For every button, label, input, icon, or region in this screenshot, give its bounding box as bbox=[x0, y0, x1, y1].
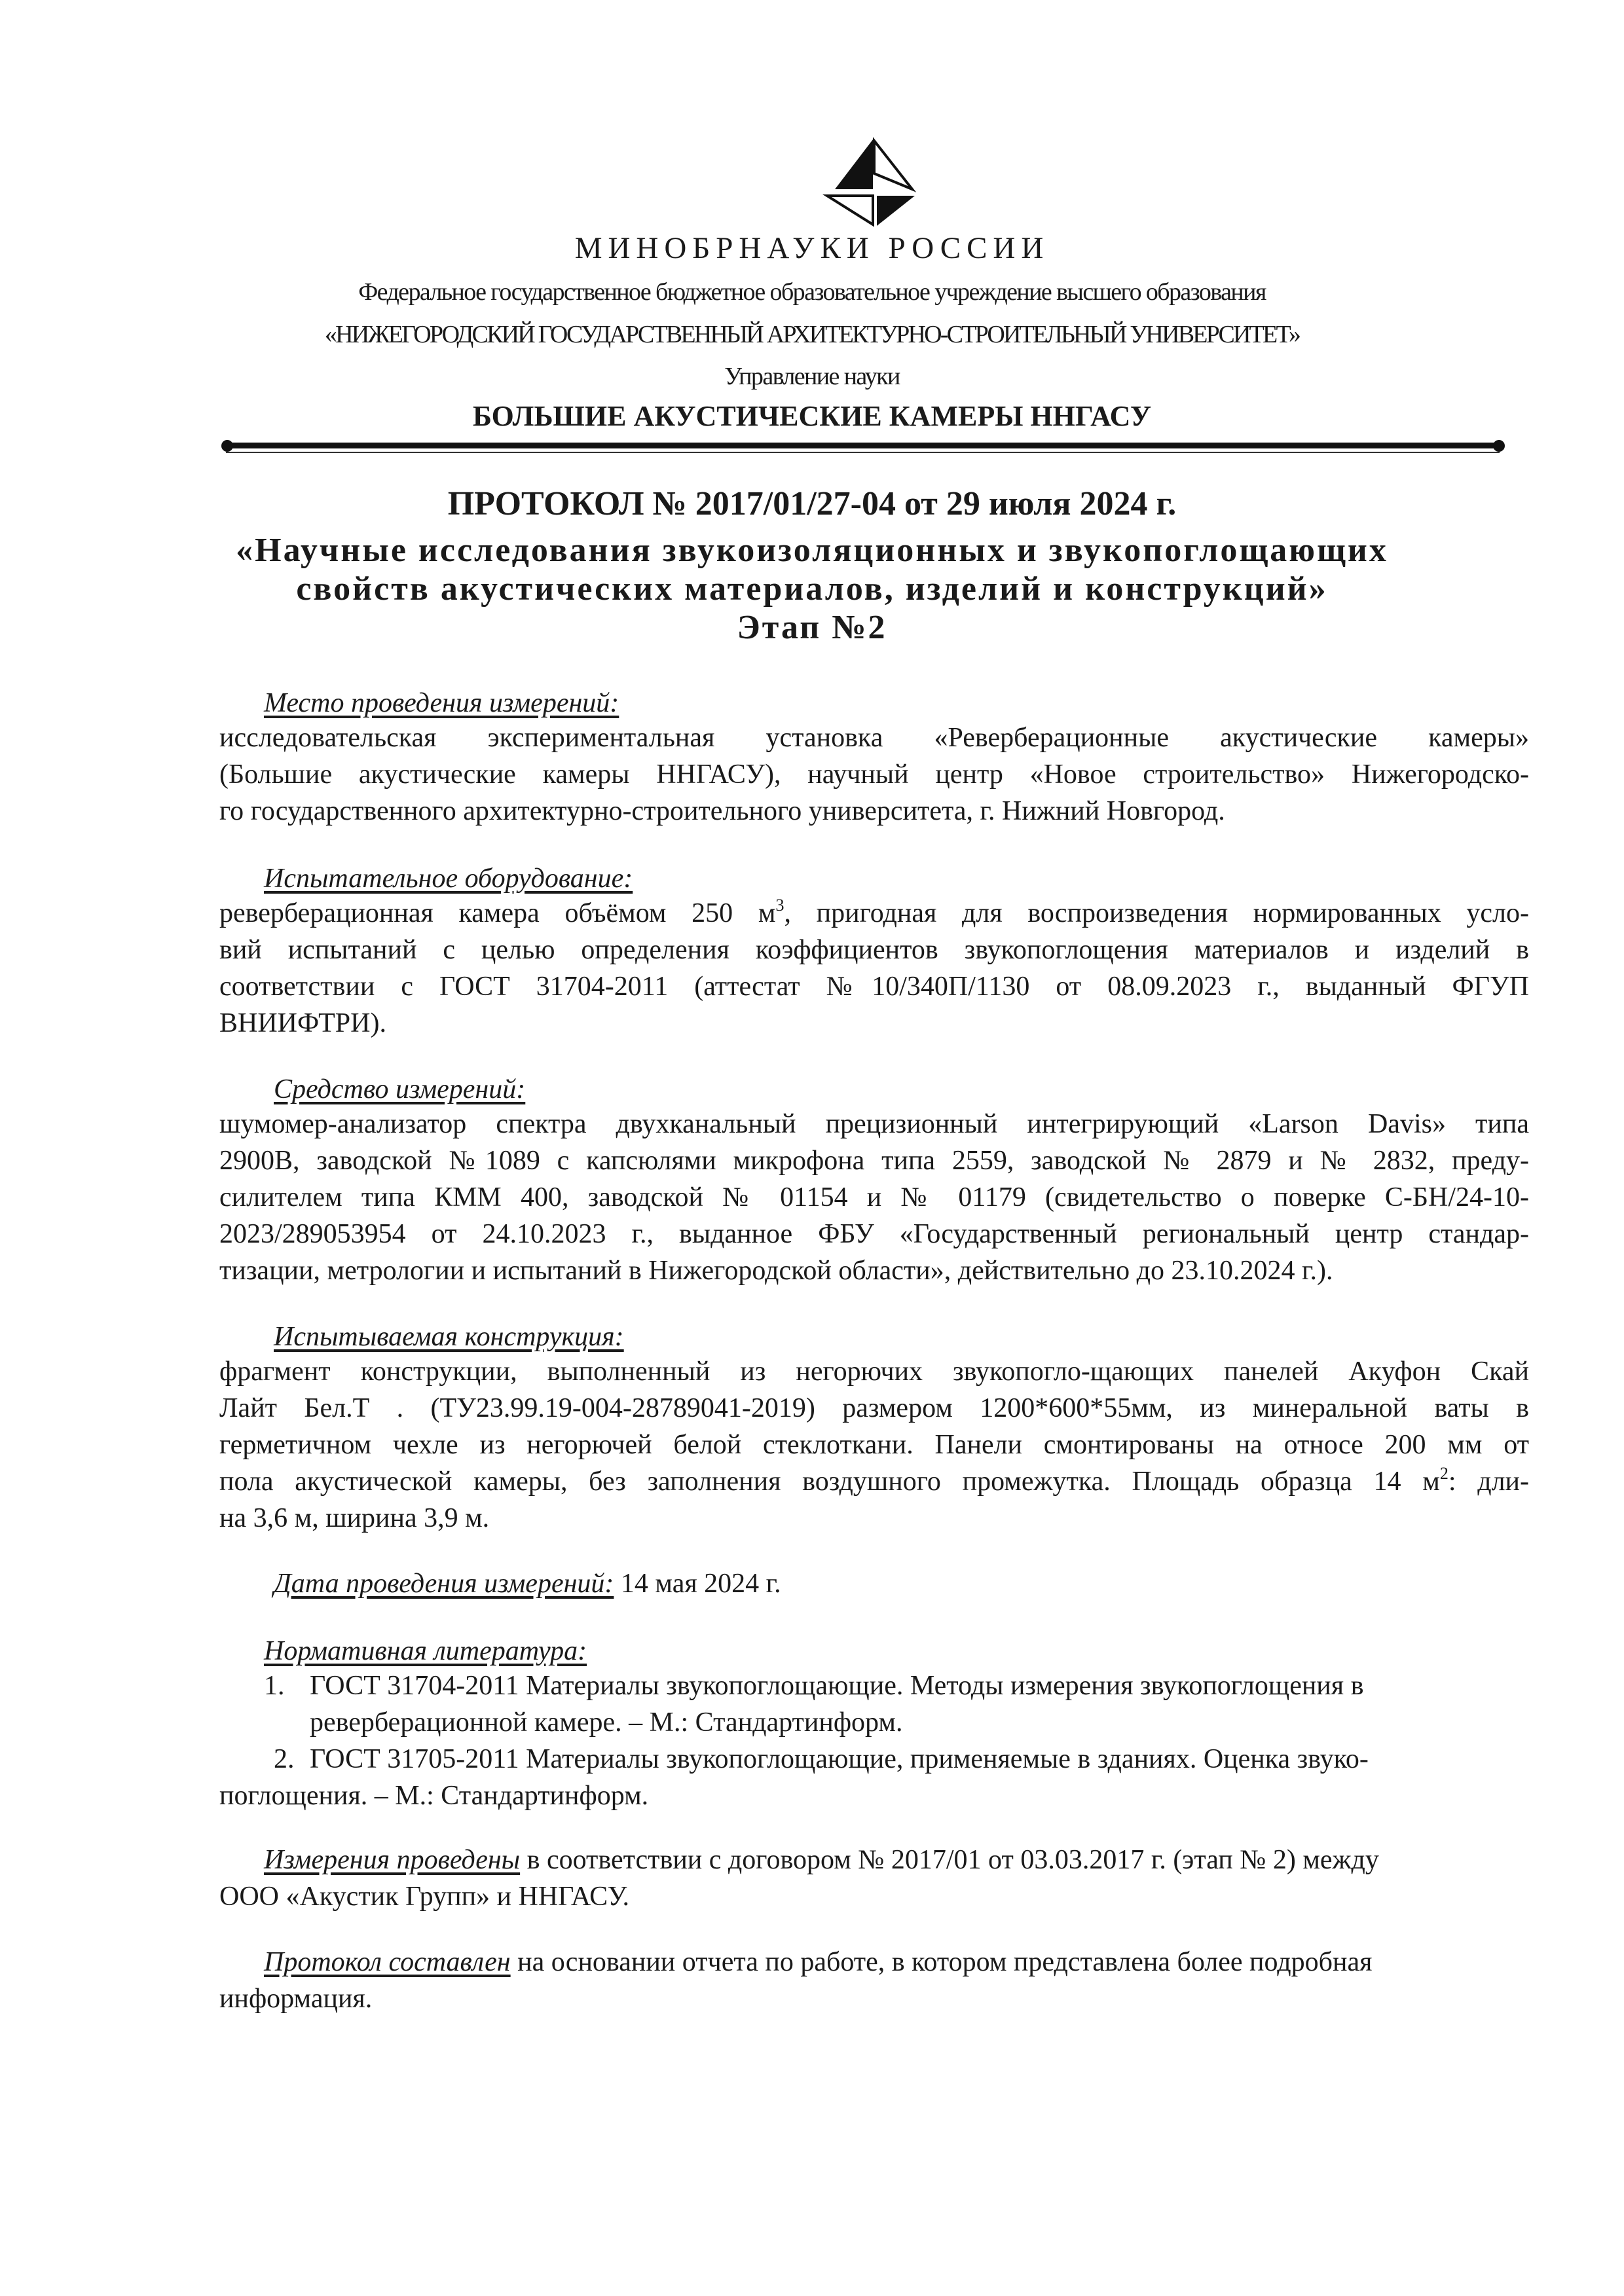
research-title-line-1: «Научные исследования звукоизоляционных и звукопоглощающих bbox=[236, 532, 1388, 569]
literature-item bbox=[264, 1672, 1529, 1700]
header-divider-thick bbox=[226, 443, 1500, 448]
construction-label: Испытываемая конструкция: bbox=[274, 1322, 624, 1352]
instrument-text-line: 2023/289053954 от 24.10.2023 г., выданное ФБУ «Государственный региональный центр стандар- bbox=[219, 1219, 1529, 1249]
literature-item-continuation: реверберационной камере. – М.: Стандартинформ. bbox=[310, 1707, 903, 1738]
construction-text-line: герметичном чехле из негорючей белой стеклоткани. Панели смонтированы на относе 200 мм от bbox=[219, 1430, 1529, 1460]
research-title-line-2: свойств акустических материалов, изделий и конструкций» bbox=[296, 570, 1328, 608]
construction-text-line bbox=[219, 1464, 1529, 1497]
measurement-date-line bbox=[274, 1570, 781, 1597]
divider-end-dot bbox=[221, 440, 233, 452]
ministry-name: МИНОБРНАУКИ РОССИИ bbox=[574, 231, 1050, 265]
literature-item-continuation: поглощения. – М.: Стандартинформ. bbox=[219, 1781, 649, 1811]
protocol-number-title: ПРОТОКОЛ № 2017/01/27-04 от 29 июля 2024 г. bbox=[447, 485, 1177, 522]
superscript: 3 bbox=[775, 896, 784, 915]
literature-text: ГОСТ 31704-2011 Материалы звукопоглощающие. Методы измерения звукопоглощения в bbox=[310, 1671, 1364, 1701]
divider-end-dot bbox=[1493, 440, 1505, 452]
contract-text-line: ООО «Акустик Групп» и ННГАСУ. bbox=[219, 1882, 629, 1912]
stage-title: Этап №2 bbox=[737, 609, 887, 646]
instrument-text-line: тизации, метрологии и испытаний в Нижегородской области», действительно до 23.10.2024 г.). bbox=[219, 1256, 1333, 1286]
protocol-text-line: информация. bbox=[219, 1984, 373, 2014]
contract-text: в соответствии с договором № 2017/01 от 03.03.2017 г. (этап № 2) между bbox=[520, 1845, 1379, 1875]
place-text-line: го государственного архитектурно-строительного университета, г. Нижний Новгород. bbox=[219, 796, 1225, 826]
equipment-text-line bbox=[219, 896, 1529, 928]
instrument-label: Средство измерений: bbox=[274, 1074, 526, 1104]
list-number: 2. bbox=[274, 1744, 295, 1774]
literature-item bbox=[274, 1745, 1529, 1773]
instrument-text-line: силителем типа КММ 400, заводской № 01154 и № 01179 (свидетельство о поверке С-БН/24-10- bbox=[219, 1182, 1529, 1212]
place-text-line: (Большие акустические камеры ННГАСУ), научный центр «Новое строительство» Нижегородско- bbox=[219, 759, 1529, 790]
instrument-text-line: шумомер-анализатор спектра двухканальный прецизионный интегрирующий «Larson Davis» типа bbox=[219, 1109, 1529, 1139]
literature-text: ГОСТ 31705-2011 Материалы звукопоглощающие, применяемые в зданиях. Оценка звуко- bbox=[310, 1744, 1369, 1774]
construction-text-line: фрагмент конструкции, выполненный из негорючих звукопогло-щающих панелей Акуфон Скай bbox=[219, 1357, 1529, 1387]
place-label: Место проведения измерений: bbox=[264, 688, 619, 718]
department-name: БОЛЬШИЕ АКУСТИЧЕСКИЕ КАМЕРЫ ННГАСУ bbox=[472, 400, 1152, 432]
header-divider-thin bbox=[226, 452, 1500, 453]
contract-label: Измерения проведены bbox=[264, 1845, 521, 1875]
construction-text: : дли- bbox=[1448, 1467, 1529, 1497]
org-type-line: Федеральное государственное бюджетное образовательное учреждение высшего образования bbox=[358, 278, 1266, 306]
instrument-text-line: 2900В, заводской №1089 с капсюлями микрофона типа 2559, заводской № 2879 и № 2832, преду- bbox=[219, 1146, 1529, 1176]
contract-line bbox=[264, 1846, 1529, 1874]
equipment-text: реверберационная камера объёмом 250 м bbox=[219, 898, 776, 928]
equipment-text-line: ВНИИФТРИ). bbox=[219, 1008, 386, 1038]
date-label: Дата проведения измерений: bbox=[274, 1569, 614, 1599]
equipment-text: , пригодная для воспроизведения нормированных усло- bbox=[784, 898, 1529, 928]
construction-text: пола акустической камеры, без заполнения воздушного промежутка. Площадь образца 14 м bbox=[219, 1467, 1440, 1497]
protocol-label: Протокол составлен bbox=[264, 1947, 511, 1977]
equipment-label: Испытательное оборудование: bbox=[264, 864, 633, 894]
superscript: 2 bbox=[1439, 1464, 1449, 1483]
protocol-text: на основании отчета по работе, в котором представлена более подробная bbox=[510, 1947, 1373, 1977]
literature-label: Нормативная литература: bbox=[264, 1636, 587, 1666]
equipment-text-line: вий испытаний с целью определения коэффициентов звукопоглощения материалов и изделий в bbox=[219, 935, 1529, 965]
construction-text-line: Лайт Бел.Т . (ТУ23.99.19-004-28789041-2019) размером 1200*600*55мм, из минеральной ваты в bbox=[219, 1393, 1529, 1423]
equipment-text-line: соответствии с ГОСТ 31704-2011 (аттестат №10/340П/1130 от 08.09.2023 г., выданный ФГУП bbox=[219, 972, 1529, 1002]
date-value: 14 мая 2024 г. bbox=[614, 1569, 781, 1599]
construction-text-line: на 3,6 м, ширина 3,9 м. bbox=[219, 1503, 490, 1533]
list-number: 1. bbox=[264, 1671, 285, 1701]
protocol-basis-line bbox=[264, 1948, 1529, 1976]
university-name: «НИЖЕГОРОДСКИЙ ГОСУДАРСТВЕННЫЙ АРХИТЕКТУРНО-СТРОИТЕЛЬНЫЙ УНИВЕРСИТЕТ» bbox=[324, 321, 1300, 348]
pyramid-logo-icon bbox=[822, 134, 920, 232]
place-text-line: исследовательская экспериментальная установка «Реверберационные акустические камеры» bbox=[219, 723, 1529, 753]
division-name: Управление науки bbox=[724, 363, 900, 390]
